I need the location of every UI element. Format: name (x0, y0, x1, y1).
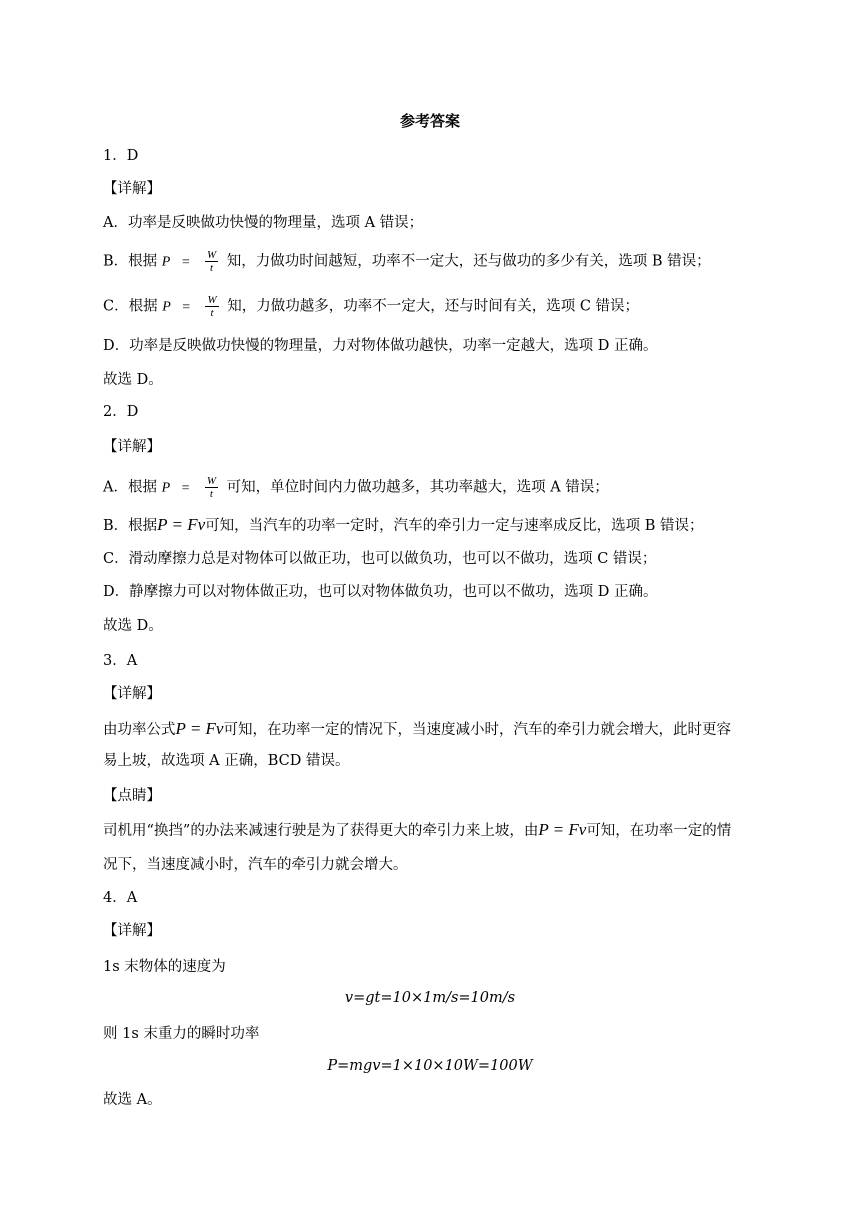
q3-comment-line-2: 况下，当速度减小时，汽车的牵引力就会增大。 (103, 857, 408, 873)
formula-p-fv: P = Fv (157, 515, 206, 534)
formula-p: P (161, 254, 171, 270)
q1-answer: 1．D (103, 148, 139, 164)
q1-option-c: C．根据 P = $\frac{W}{t}$ 知，力做功越多，功率不一定大，还与时间有关，选项 C 错误； (103, 294, 640, 319)
q1-option-b: B．根据 P = $\frac{W}{t}$ 知，力做功时间越短，功率不一定大，还与做功的多少有关，选项 B 错误； (103, 249, 711, 274)
q4-conclusion: 故选 A。 (103, 1092, 162, 1108)
q3-comment-line-1: 司机用“换挡”的办法来减速行驶是为了获得更大的牵引力来上坡，由P = Fv可知，在功率一定的情 (103, 820, 732, 839)
q3-detail-line-1: 由功率公式P = Fv可知，在功率一定的情况下，当速度减小时，汽车的牵引力就会增大，此时更容 (103, 719, 731, 738)
q3-detail-label: 【详解】 (103, 686, 161, 702)
q4-line-1: 1s 末物体的速度为 (103, 959, 226, 975)
q2-answer: 2．D (103, 404, 139, 420)
q3-answer: 3．A (103, 653, 138, 669)
q4-equation-velocity: v=gt=10×1m/s=10m/s (344, 990, 516, 1006)
page-title: 参考答案 (399, 112, 460, 130)
q2-option-a: A．根据 P = $\frac{W}{t}$ 可知，单位时间内力做功越多，其功率越大，选项 A 错误； (103, 475, 609, 500)
q2-option-b: B．根据P = Fv可知，当汽车的功率一定时，汽车的牵引力一定与速率成反比，选项 B 错误； (103, 515, 704, 534)
q1-option-a: A．功率是反映做功快慢的物理量，选项 A 错误； (103, 215, 424, 231)
q1-option-d: D．功率是反映做功快慢的物理量，力对物体做功越快，功率一定越大，选项 D 正确。 (103, 338, 658, 354)
fraction-w-over-t: $\frac{W}{t}$ (207, 294, 217, 319)
q3-detail-line-2: 易上坡，故选项 A 正确，BCD 错误。 (103, 753, 350, 769)
fraction-w-over-t: $\frac{W}{t}$ (207, 249, 217, 274)
q4-line-2: 则 1s 末重力的瞬时功率 (103, 1026, 260, 1042)
q4-answer: 4．A (103, 890, 138, 906)
q1-detail-label: 【详解】 (103, 181, 161, 197)
q2-option-d: D．静摩擦力可以对物体做正功，也可以对物体做负功，也可以不做功，选项 D 正确。 (103, 584, 658, 600)
q2-detail-label: 【详解】 (103, 439, 161, 455)
q1-conclusion: 故选 D。 (103, 372, 163, 388)
q3-comment-label: 【点睛】 (103, 788, 161, 804)
fraction-w-over-t: $\frac{W}{t}$ (206, 475, 216, 500)
q2-conclusion: 故选 D。 (103, 618, 163, 634)
q4-equation-power: P=mgv=1×10×10W=100W (327, 1058, 533, 1074)
q4-detail-label: 【详解】 (103, 923, 161, 939)
q2-option-c: C．滑动摩擦力总是对物体可以做正功，也可以做负功，也可以不做功，选项 C 错误； (103, 551, 657, 567)
formula-p-fv: P = Fv (538, 820, 587, 839)
formula-p-fv: P = Fv (175, 719, 224, 738)
